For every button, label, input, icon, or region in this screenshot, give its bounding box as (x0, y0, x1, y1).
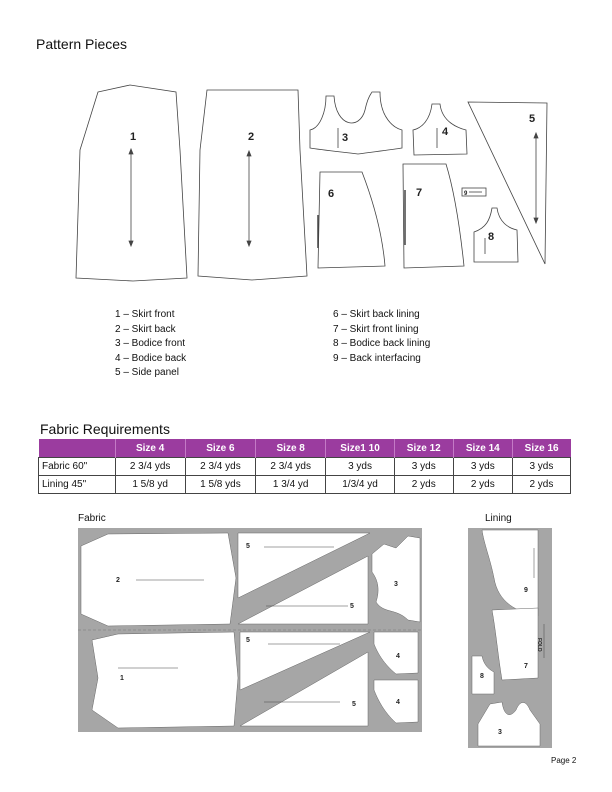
legend-left (115, 308, 186, 381)
lining-piece-3: 3 (498, 729, 502, 736)
table-header: Size 14 (453, 439, 512, 458)
fabric-piece-2: 2 (116, 577, 120, 584)
table-header: Size1 10 (326, 439, 394, 458)
page-title: Pattern Pieces (36, 36, 128, 52)
table-cell: 2 3/4 yds (115, 458, 185, 476)
piece-6-skirt-back-lining (318, 172, 385, 268)
piece-label-4: 4 (442, 126, 449, 138)
piece-3-bodice-front (310, 92, 402, 154)
lining-fold-label: FOLD (536, 638, 542, 652)
piece-label-9: 9 (464, 191, 468, 197)
table-row (39, 458, 571, 476)
legend-item: 1 – Skirt front (115, 309, 175, 320)
piece-4-bodice-back (413, 104, 467, 155)
piece-label-8: 8 (488, 231, 495, 243)
row-label: Fabric 60" (39, 458, 116, 476)
lining-cutting-layout (468, 528, 554, 750)
fabric-layout-label: Fabric (78, 513, 106, 524)
fabric-requirements-title: Fabric Requirements (40, 421, 170, 437)
piece-label-7: 7 (416, 187, 423, 199)
legend-item: 4 – Bodice back (115, 352, 187, 364)
fabric-requirements-table (38, 439, 571, 494)
piece-label-6: 6 (328, 188, 335, 200)
fabric-piece-1: 1 (120, 675, 124, 682)
piece-label-2: 2 (248, 131, 255, 143)
fabric-piece-5c: 5 (246, 637, 250, 644)
legend-item: 2 – Skirt back (115, 323, 176, 335)
table-header: Size 8 (256, 439, 326, 458)
table-header (39, 439, 116, 458)
row-label: Lining 45" (39, 476, 116, 494)
lining-layout-label: Lining (485, 513, 512, 524)
lining-piece-9: 9 (524, 587, 528, 594)
lining-piece-7: 7 (524, 663, 528, 670)
table-header: Size 6 (185, 439, 255, 458)
legend-item: 5 – Side panel (115, 367, 179, 379)
table-cell: 3 yds (394, 458, 453, 476)
table-cell: 2 3/4 yds (256, 458, 326, 476)
piece-2-skirt-back (198, 90, 307, 280)
piece-1-skirt-front (76, 85, 187, 281)
fabric-piece-5b: 5 (350, 603, 354, 610)
piece-7-skirt-front-lining (403, 164, 464, 268)
fabric-piece-4b: 4 (396, 699, 400, 706)
page-number: Page 2 (551, 756, 577, 765)
legend-right (333, 308, 430, 366)
table-cell: 3 yds (453, 458, 512, 476)
table-cell: 2 yds (512, 476, 570, 494)
table-cell: 2 yds (453, 476, 512, 494)
piece-label-1: 1 (130, 131, 137, 143)
fabric-cutting-layout (78, 528, 424, 734)
table-cell: 1/3/4 yd (326, 476, 394, 494)
table-cell: 2 yds (394, 476, 453, 494)
table-row (39, 476, 571, 494)
pattern-pieces-diagram (0, 0, 612, 300)
piece-8-bodice-back-lining (474, 208, 518, 262)
legend-item: 8 – Bodice back lining (333, 338, 431, 350)
legend-item: 9 – Back interfacing (333, 352, 421, 364)
table-cell: 3 yds (326, 458, 394, 476)
table-header: Size 4 (115, 439, 185, 458)
table-cell: 1 5/8 yd (115, 476, 185, 494)
fabric-piece-5a: 5 (246, 543, 250, 550)
lining-piece-8: 8 (480, 673, 484, 680)
fabric-piece-5d: 5 (352, 701, 356, 708)
fabric-piece-3: 3 (394, 581, 398, 588)
piece-label-3: 3 (342, 132, 349, 144)
table-cell: 3 yds (512, 458, 570, 476)
table-cell: 1 5/8 yds (185, 476, 255, 494)
table-cell: 1 3/4 yd (256, 476, 326, 494)
table-cell: 2 3/4 yds (185, 458, 255, 476)
legend-item: 6 – Skirt back lining (333, 309, 420, 320)
legend-item: 3 – Bodice front (115, 338, 186, 350)
fabric-piece-4a: 4 (396, 653, 400, 660)
table-header: Size 12 (394, 439, 453, 458)
table-header-row (39, 439, 571, 458)
table-header: Size 16 (512, 439, 570, 458)
piece-label-5: 5 (529, 113, 536, 125)
legend-item: 7 – Skirt front lining (333, 323, 419, 335)
